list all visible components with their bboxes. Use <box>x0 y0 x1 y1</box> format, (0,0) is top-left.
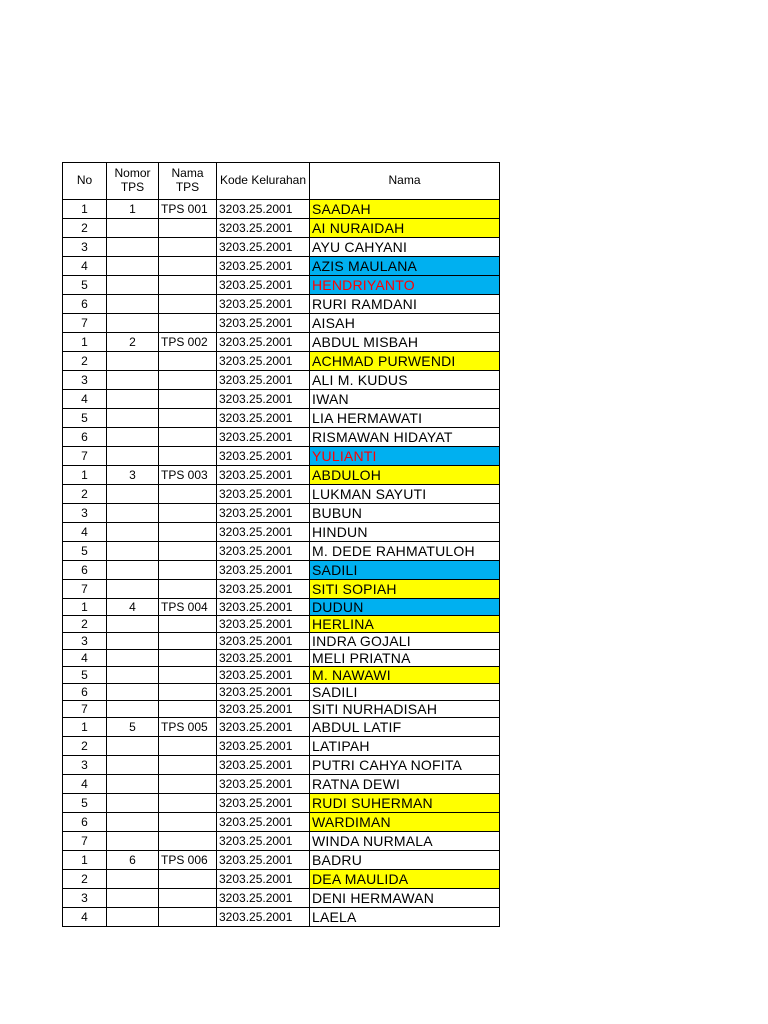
header-nama-tps-line1: Nama <box>171 166 204 181</box>
cell-nama: MELI PRIATNA <box>310 650 500 667</box>
cell-nama-tps <box>159 523 217 542</box>
cell-kode-kelurahan: 3203.25.2001 <box>217 633 310 650</box>
header-nomor-tps <box>107 163 159 200</box>
cell-no: 6 <box>63 428 107 447</box>
cell-no: 4 <box>63 257 107 276</box>
cell-nomor-tps <box>107 701 159 718</box>
cell-nama-tps <box>159 257 217 276</box>
cell-nomor-tps <box>107 580 159 599</box>
cell-nomor-tps <box>107 314 159 333</box>
cell-no: 4 <box>63 650 107 667</box>
cell-nomor-tps <box>107 756 159 775</box>
table-row <box>63 485 500 504</box>
cell-no: 3 <box>63 756 107 775</box>
cell-no: 1 <box>63 718 107 737</box>
cell-nama: DUDUN <box>310 599 500 616</box>
cell-nama: LUKMAN SAYUTI <box>310 485 500 504</box>
cell-nama: WINDA NURMALA <box>310 832 500 851</box>
table-body <box>63 200 500 927</box>
cell-no: 3 <box>63 889 107 908</box>
cell-nomor-tps: 5 <box>107 718 159 737</box>
cell-kode-kelurahan: 3203.25.2001 <box>217 650 310 667</box>
cell-nama-tps <box>159 295 217 314</box>
cell-kode-kelurahan: 3203.25.2001 <box>217 257 310 276</box>
cell-nama: ALI M. KUDUS <box>310 371 500 390</box>
cell-kode-kelurahan: 3203.25.2001 <box>217 352 310 371</box>
cell-no: 4 <box>63 523 107 542</box>
cell-kode-kelurahan: 3203.25.2001 <box>217 889 310 908</box>
cell-no: 5 <box>63 542 107 561</box>
cell-nomor-tps <box>107 737 159 756</box>
cell-nama: AYU CAHYANI <box>310 238 500 257</box>
cell-nama-tps <box>159 352 217 371</box>
table-row <box>63 276 500 295</box>
cell-kode-kelurahan: 3203.25.2001 <box>217 580 310 599</box>
table-row <box>63 219 500 238</box>
table-row <box>63 390 500 409</box>
cell-nama-tps <box>159 633 217 650</box>
cell-kode-kelurahan: 3203.25.2001 <box>217 908 310 927</box>
cell-no: 6 <box>63 295 107 314</box>
cell-nomor-tps <box>107 908 159 927</box>
cell-nama-tps <box>159 504 217 523</box>
table-row <box>63 599 500 616</box>
table-row <box>63 542 500 561</box>
cell-kode-kelurahan: 3203.25.2001 <box>217 832 310 851</box>
cell-nama: SITI SOPIAH <box>310 580 500 599</box>
cell-no: 1 <box>63 466 107 485</box>
cell-nomor-tps <box>107 219 159 238</box>
cell-kode-kelurahan: 3203.25.2001 <box>217 428 310 447</box>
cell-no: 2 <box>63 737 107 756</box>
cell-nomor-tps <box>107 485 159 504</box>
cell-kode-kelurahan: 3203.25.2001 <box>217 813 310 832</box>
cell-nama-tps <box>159 794 217 813</box>
table-row <box>63 580 500 599</box>
cell-nama-tps <box>159 813 217 832</box>
header-nomor-tps-line2: TPS <box>120 180 145 194</box>
cell-kode-kelurahan: 3203.25.2001 <box>217 523 310 542</box>
cell-kode-kelurahan: 3203.25.2001 <box>217 718 310 737</box>
header-nomor-tps-line1: Nomor <box>114 166 151 181</box>
cell-nama: ABDUL LATIF <box>310 718 500 737</box>
cell-nama-tps <box>159 428 217 447</box>
cell-no: 7 <box>63 832 107 851</box>
cell-nama-tps <box>159 580 217 599</box>
cell-nomor-tps <box>107 889 159 908</box>
cell-nama-tps: TPS 006 <box>159 851 217 870</box>
cell-no: 6 <box>63 813 107 832</box>
cell-kode-kelurahan: 3203.25.2001 <box>217 794 310 813</box>
cell-no: 5 <box>63 276 107 295</box>
table-row <box>63 633 500 650</box>
cell-no: 2 <box>63 870 107 889</box>
cell-nomor-tps: 1 <box>107 200 159 219</box>
cell-kode-kelurahan: 3203.25.2001 <box>217 409 310 428</box>
cell-nama: SAADAH <box>310 200 500 219</box>
cell-nama-tps <box>159 219 217 238</box>
cell-nama: RISMAWAN HIDAYAT <box>310 428 500 447</box>
table-row <box>63 775 500 794</box>
cell-nama-tps <box>159 314 217 333</box>
cell-kode-kelurahan: 3203.25.2001 <box>217 599 310 616</box>
cell-nomor-tps <box>107 650 159 667</box>
cell-nomor-tps <box>107 542 159 561</box>
cell-nama: LAELA <box>310 908 500 927</box>
cell-no: 3 <box>63 371 107 390</box>
table-header <box>63 163 500 200</box>
cell-nama-tps <box>159 650 217 667</box>
table-row <box>63 504 500 523</box>
voter-table <box>62 162 500 927</box>
cell-nama-tps: TPS 001 <box>159 200 217 219</box>
cell-no: 2 <box>63 352 107 371</box>
cell-nomor-tps <box>107 870 159 889</box>
cell-nomor-tps <box>107 447 159 466</box>
cell-nama: AI NURAIDAH <box>310 219 500 238</box>
cell-kode-kelurahan: 3203.25.2001 <box>217 238 310 257</box>
table-row <box>63 851 500 870</box>
cell-nama-tps <box>159 908 217 927</box>
header-nama-tps-line2: TPS <box>175 180 200 194</box>
table-row <box>63 409 500 428</box>
cell-nama-tps <box>159 832 217 851</box>
cell-nama-tps: TPS 003 <box>159 466 217 485</box>
cell-nama: ABDULOH <box>310 466 500 485</box>
cell-nomor-tps <box>107 633 159 650</box>
cell-nama-tps <box>159 561 217 580</box>
table-row <box>63 832 500 851</box>
cell-nama: M. NAWAWI <box>310 667 500 684</box>
cell-nama: YULIANTI <box>310 447 500 466</box>
cell-no: 6 <box>63 684 107 701</box>
cell-kode-kelurahan: 3203.25.2001 <box>217 504 310 523</box>
cell-no: 1 <box>63 200 107 219</box>
cell-no: 7 <box>63 314 107 333</box>
cell-nama: ABDUL MISBAH <box>310 333 500 352</box>
cell-no: 3 <box>63 238 107 257</box>
table-row <box>63 667 500 684</box>
table-row <box>63 794 500 813</box>
cell-kode-kelurahan: 3203.25.2001 <box>217 466 310 485</box>
cell-nama-tps: TPS 002 <box>159 333 217 352</box>
cell-nomor-tps: 4 <box>107 599 159 616</box>
cell-kode-kelurahan: 3203.25.2001 <box>217 701 310 718</box>
cell-nomor-tps <box>107 775 159 794</box>
table-row <box>63 295 500 314</box>
cell-nama-tps <box>159 409 217 428</box>
cell-no: 1 <box>63 599 107 616</box>
cell-nama-tps <box>159 889 217 908</box>
cell-no: 7 <box>63 701 107 718</box>
cell-nomor-tps <box>107 616 159 633</box>
cell-kode-kelurahan: 3203.25.2001 <box>217 737 310 756</box>
cell-nama-tps <box>159 667 217 684</box>
cell-nama-tps <box>159 616 217 633</box>
cell-kode-kelurahan: 3203.25.2001 <box>217 447 310 466</box>
cell-nama: AISAH <box>310 314 500 333</box>
cell-nama: ACHMAD PURWENDI <box>310 352 500 371</box>
cell-nama: LIA HERMAWATI <box>310 409 500 428</box>
cell-no: 1 <box>63 333 107 352</box>
cell-nomor-tps <box>107 832 159 851</box>
cell-kode-kelurahan: 3203.25.2001 <box>217 390 310 409</box>
cell-nama: DENI HERMAWAN <box>310 889 500 908</box>
cell-no: 5 <box>63 794 107 813</box>
header-nama-tps <box>159 163 217 200</box>
cell-no: 4 <box>63 908 107 927</box>
cell-nama: M. DEDE RAHMATULOH <box>310 542 500 561</box>
table-row <box>63 428 500 447</box>
cell-nomor-tps <box>107 504 159 523</box>
cell-kode-kelurahan: 3203.25.2001 <box>217 219 310 238</box>
cell-nama: SADILI <box>310 684 500 701</box>
cell-nama: HINDUN <box>310 523 500 542</box>
cell-nomor-tps <box>107 390 159 409</box>
cell-nomor-tps <box>107 667 159 684</box>
cell-no: 7 <box>63 447 107 466</box>
cell-no: 2 <box>63 219 107 238</box>
cell-kode-kelurahan: 3203.25.2001 <box>217 561 310 580</box>
cell-nomor-tps <box>107 428 159 447</box>
cell-no: 3 <box>63 633 107 650</box>
table-row <box>63 737 500 756</box>
cell-kode-kelurahan: 3203.25.2001 <box>217 276 310 295</box>
table-row <box>63 447 500 466</box>
cell-no: 2 <box>63 485 107 504</box>
cell-kode-kelurahan: 3203.25.2001 <box>217 295 310 314</box>
cell-no: 6 <box>63 561 107 580</box>
cell-nama: RATNA DEWI <box>310 775 500 794</box>
cell-nomor-tps: 2 <box>107 333 159 352</box>
cell-nama: HERLINA <box>310 616 500 633</box>
cell-nomor-tps <box>107 276 159 295</box>
cell-nomor-tps <box>107 295 159 314</box>
header-row <box>63 163 500 200</box>
cell-nama: SADILI <box>310 561 500 580</box>
cell-nama-tps <box>159 756 217 775</box>
cell-kode-kelurahan: 3203.25.2001 <box>217 667 310 684</box>
cell-nama-tps <box>159 737 217 756</box>
cell-nomor-tps: 6 <box>107 851 159 870</box>
cell-nomor-tps <box>107 794 159 813</box>
cell-kode-kelurahan: 3203.25.2001 <box>217 775 310 794</box>
cell-nomor-tps <box>107 371 159 390</box>
cell-nama: INDRA GOJALI <box>310 633 500 650</box>
cell-nama: RUDI SUHERMAN <box>310 794 500 813</box>
cell-kode-kelurahan: 3203.25.2001 <box>217 616 310 633</box>
header-nama: Nama <box>310 163 500 200</box>
cell-kode-kelurahan: 3203.25.2001 <box>217 684 310 701</box>
table-row <box>63 561 500 580</box>
cell-nama-tps <box>159 542 217 561</box>
cell-nama: HENDRIYANTO <box>310 276 500 295</box>
cell-kode-kelurahan: 3203.25.2001 <box>217 870 310 889</box>
cell-nama-tps: TPS 005 <box>159 718 217 737</box>
cell-no: 7 <box>63 580 107 599</box>
header-kode-kelurahan: Kode Kelurahan <box>217 163 310 200</box>
cell-nama-tps <box>159 684 217 701</box>
table-row <box>63 523 500 542</box>
table-row <box>63 718 500 737</box>
cell-nama-tps <box>159 447 217 466</box>
cell-nama: PUTRI CAHYA NOFITA <box>310 756 500 775</box>
cell-kode-kelurahan: 3203.25.2001 <box>217 485 310 504</box>
header-no: No <box>63 163 107 200</box>
table-row <box>63 257 500 276</box>
table-row <box>63 889 500 908</box>
cell-kode-kelurahan: 3203.25.2001 <box>217 756 310 775</box>
cell-nama: WARDIMAN <box>310 813 500 832</box>
cell-no: 3 <box>63 504 107 523</box>
cell-nama-tps <box>159 775 217 794</box>
table-row <box>63 200 500 219</box>
cell-kode-kelurahan: 3203.25.2001 <box>217 542 310 561</box>
cell-nama: IWAN <box>310 390 500 409</box>
cell-no: 1 <box>63 851 107 870</box>
cell-nama: DEA MAULIDA <box>310 870 500 889</box>
cell-nomor-tps <box>107 352 159 371</box>
cell-nomor-tps <box>107 523 159 542</box>
cell-kode-kelurahan: 3203.25.2001 <box>217 314 310 333</box>
table-row <box>63 314 500 333</box>
table-row <box>63 333 500 352</box>
table-row <box>63 701 500 718</box>
cell-nama-tps <box>159 701 217 718</box>
table-row <box>63 238 500 257</box>
cell-kode-kelurahan: 3203.25.2001 <box>217 371 310 390</box>
cell-nama: BUBUN <box>310 504 500 523</box>
cell-nomor-tps <box>107 813 159 832</box>
cell-nama-tps <box>159 485 217 504</box>
table-row <box>63 466 500 485</box>
cell-nomor-tps <box>107 257 159 276</box>
table-row <box>63 684 500 701</box>
cell-nama: AZIS MAULANA <box>310 257 500 276</box>
table-row <box>63 371 500 390</box>
cell-nama-tps <box>159 870 217 889</box>
cell-nama-tps <box>159 276 217 295</box>
table-row <box>63 870 500 889</box>
cell-kode-kelurahan: 3203.25.2001 <box>217 851 310 870</box>
cell-nama: RURI RAMDANI <box>310 295 500 314</box>
cell-nama: SITI NURHADISAH <box>310 701 500 718</box>
table-row <box>63 908 500 927</box>
cell-nomor-tps: 3 <box>107 466 159 485</box>
table-row <box>63 616 500 633</box>
cell-nama-tps <box>159 238 217 257</box>
table-row <box>63 813 500 832</box>
table-row <box>63 650 500 667</box>
table-row <box>63 756 500 775</box>
cell-no: 5 <box>63 667 107 684</box>
cell-nama-tps <box>159 390 217 409</box>
cell-nomor-tps <box>107 238 159 257</box>
cell-no: 2 <box>63 616 107 633</box>
cell-kode-kelurahan: 3203.25.2001 <box>217 200 310 219</box>
cell-no: 5 <box>63 409 107 428</box>
cell-nama: LATIPAH <box>310 737 500 756</box>
cell-no: 4 <box>63 775 107 794</box>
cell-kode-kelurahan: 3203.25.2001 <box>217 333 310 352</box>
table-row <box>63 352 500 371</box>
cell-nomor-tps <box>107 561 159 580</box>
cell-nomor-tps <box>107 409 159 428</box>
cell-nama-tps: TPS 004 <box>159 599 217 616</box>
cell-nomor-tps <box>107 684 159 701</box>
cell-no: 4 <box>63 390 107 409</box>
cell-nama: BADRU <box>310 851 500 870</box>
cell-nama-tps <box>159 371 217 390</box>
